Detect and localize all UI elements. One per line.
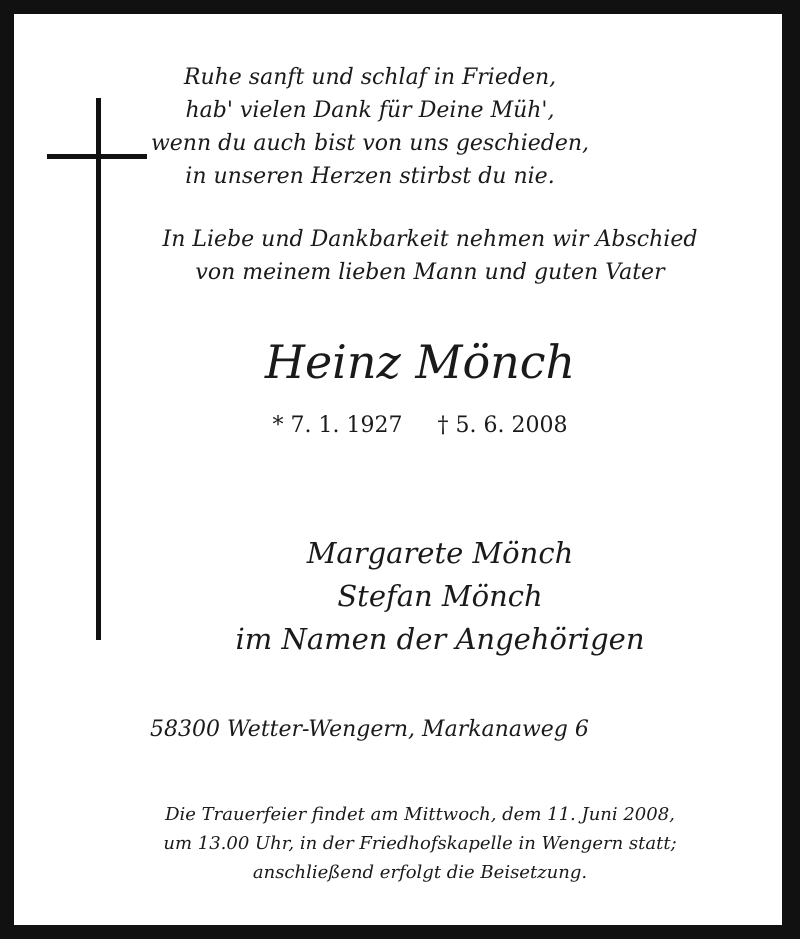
death-date: † 5. 6. 2008 [437, 413, 568, 438]
address: 58300 Wetter-Wengern, Markanaweg 6 [150, 717, 589, 742]
deceased-name: Heinz Mönch [264, 335, 576, 389]
survivor-line: im Namen der Angehörigen [235, 622, 645, 656]
poem [140, 61, 600, 193]
life-dates [230, 408, 610, 444]
ceremony-line: anschließend erfolgt die Beisetzung. [252, 862, 588, 883]
survivor-line: Stefan Mönch [337, 579, 543, 613]
survivors [160, 532, 720, 661]
poem-line: wenn du auch bist von uns geschieden, [150, 131, 590, 156]
ceremony-info [90, 800, 750, 887]
ceremony-line: um 13.00 Uhr, in der Friedhofskapelle in Wengern statt; [163, 833, 677, 854]
farewell-line: In Liebe und Dankbarkeit nehmen wir Abschied [162, 227, 698, 252]
cross-vertical-bar [96, 98, 101, 640]
cross-horizontal-bar [47, 154, 147, 159]
ceremony-line: Die Trauerfeier findet am Mittwoch, dem 11. Juni 2008, [165, 804, 675, 825]
farewell-text [120, 223, 740, 289]
poem-line: in unseren Herzen stirbst du nie. [185, 164, 555, 189]
birth-date: * 7. 1. 1927 [272, 413, 403, 438]
poem-line: Ruhe sanft und schlaf in Frieden, [183, 65, 557, 90]
survivor-line: Margarete Mönch [306, 536, 574, 570]
farewell-line: von meinem lieben Mann und guten Vater [195, 260, 665, 285]
poem-line: hab' vielen Dank für Deine Müh', [185, 98, 555, 123]
